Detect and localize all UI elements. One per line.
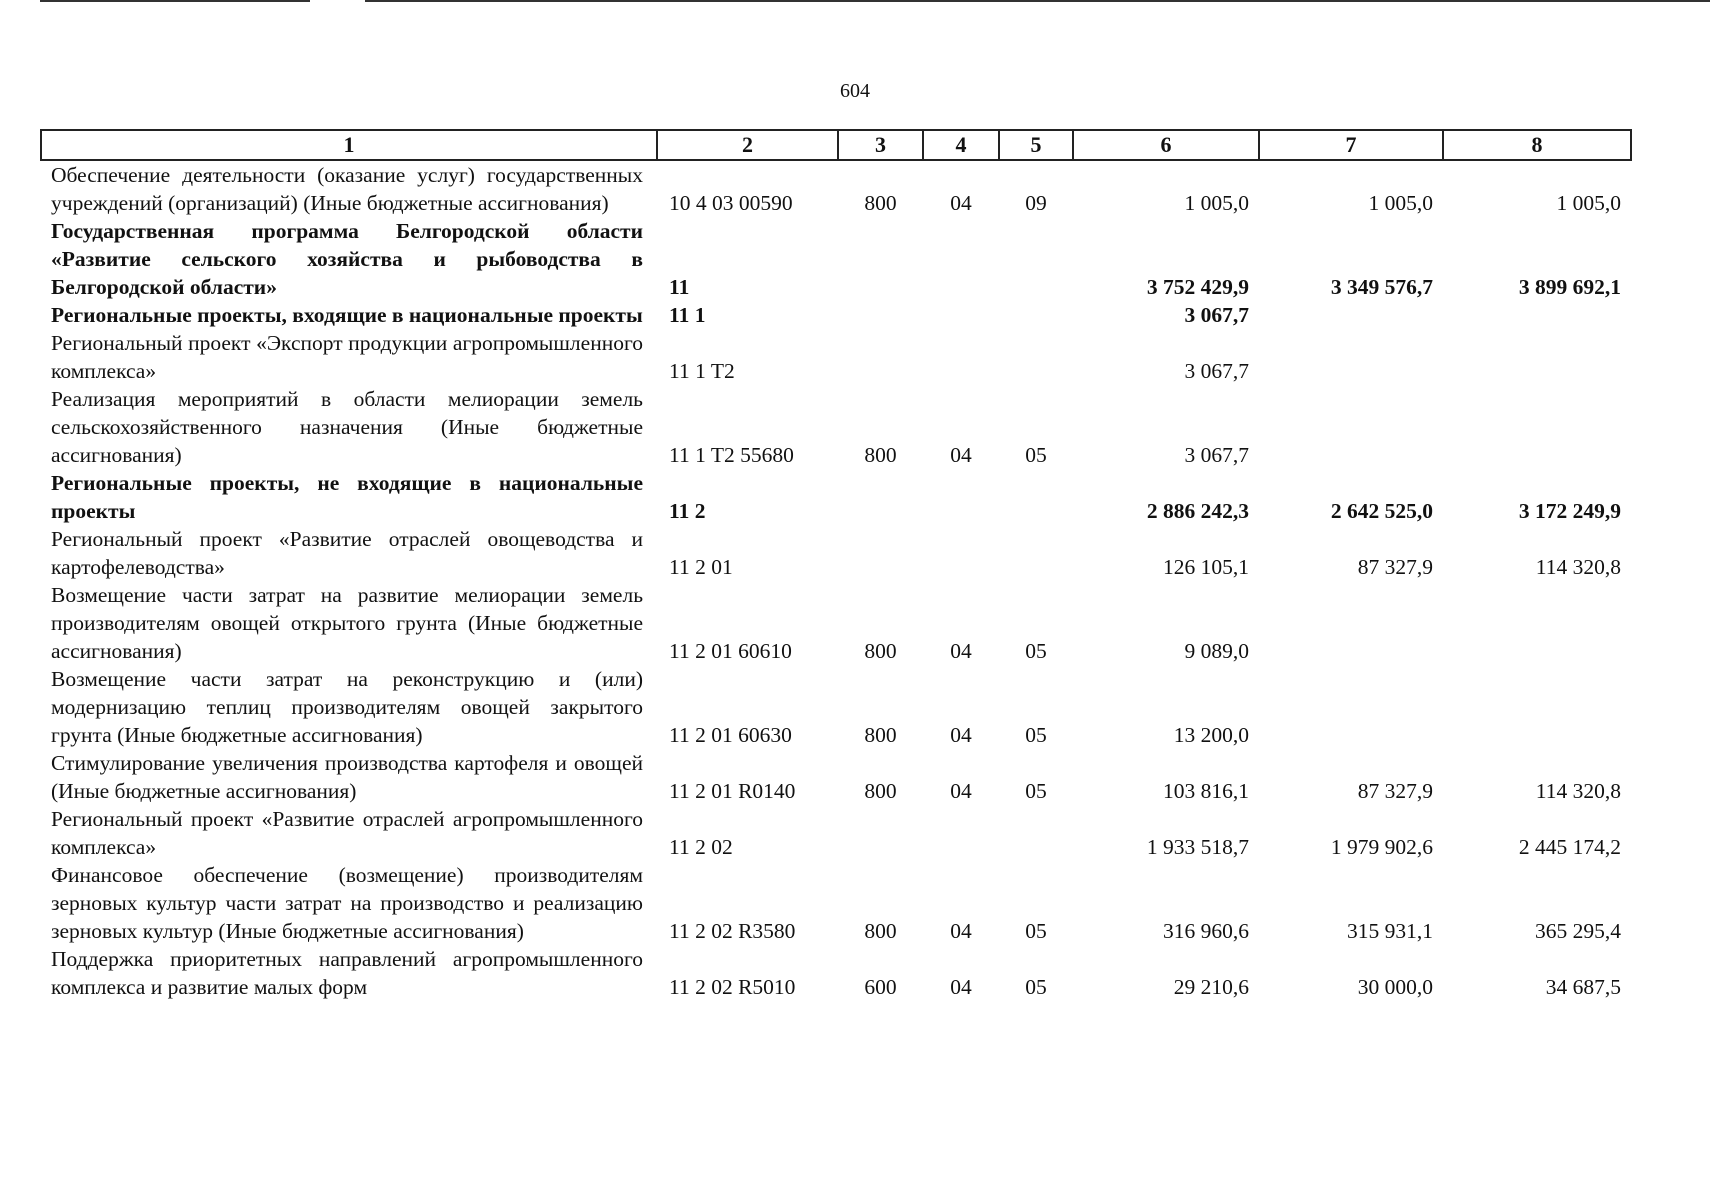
row-section: 04 — [950, 723, 972, 747]
row-amount-year-3 — [1443, 581, 1631, 665]
row-code: 11 2 01 — [669, 555, 733, 579]
row-section — [923, 301, 999, 329]
table-row — [41, 301, 1631, 329]
table-row — [41, 217, 1631, 301]
row-amount-year-1: 29 210,6 — [1173, 975, 1249, 999]
row-expense-type: 800 — [864, 723, 897, 747]
row-amount-year-1: 1 005,0 — [1184, 191, 1249, 215]
row-name: Возмещение части затрат на реконструкцию и (или) модернизацию теплиц производителям овощей закрытого грунта (Иные бюджетные ассигнования) — [51, 667, 643, 747]
row-section — [923, 329, 999, 385]
header-col-5: 5 — [999, 130, 1073, 160]
row-subsection: 05 — [1025, 639, 1047, 663]
row-expense-type: 800 — [864, 443, 897, 467]
row-amount-year-3: 3 899 692,1 — [1518, 275, 1621, 299]
row-amount-year-1: 2 886 242,3 — [1146, 499, 1249, 523]
table-row — [41, 329, 1631, 385]
row-expense-type — [838, 525, 923, 581]
table-header-row — [41, 130, 1631, 160]
row-amount-year-2 — [1259, 301, 1443, 329]
row-code: 11 2 01 R0140 — [669, 779, 796, 803]
table-row — [41, 945, 1631, 1001]
header-col-1: 1 — [41, 130, 657, 160]
row-section — [923, 469, 999, 525]
row-code: 11 2 01 60630 — [669, 723, 792, 747]
row-subsection — [999, 805, 1073, 861]
table-row — [41, 581, 1631, 665]
row-name: Реализация мероприятий в области мелиорации земель сельскохозяйственного назначения (Иные бюджетные ассигнования) — [51, 387, 643, 467]
row-subsection: 05 — [1025, 975, 1047, 999]
row-name: Стимулирование увеличения производства картофеля и овощей (Иные бюджетные ассигнования) — [51, 751, 643, 803]
row-amount-year-3 — [1443, 385, 1631, 469]
row-amount-year-2: 87 327,9 — [1357, 555, 1433, 579]
table-row — [41, 525, 1631, 581]
row-expense-type: 800 — [864, 191, 897, 215]
row-section: 04 — [950, 779, 972, 803]
row-amount-year-2: 2 642 525,0 — [1330, 499, 1433, 523]
row-name: Государственная программа Белгородской области «Развитие сельского хозяйства и рыбоводства в Белгородской области» — [51, 219, 643, 299]
row-amount-year-2 — [1259, 385, 1443, 469]
row-code: 11 2 02 — [669, 835, 733, 859]
row-subsection — [999, 217, 1073, 301]
row-section — [923, 525, 999, 581]
row-expense-type: 800 — [864, 639, 897, 663]
row-amount-year-1: 1 933 518,7 — [1146, 835, 1249, 859]
row-code: 11 2 01 60610 — [669, 639, 792, 663]
row-amount-year-3: 3 172 249,9 — [1518, 499, 1621, 523]
top-scan-rule-right — [365, 0, 1710, 2]
row-subsection: 05 — [1025, 919, 1047, 943]
row-name: Возмещение части затрат на развитие мелиорации земель производителям овощей открытого грунта (Иные бюджетные ассигнования) — [51, 583, 643, 663]
page-number: 604 — [840, 80, 870, 102]
row-expense-type — [838, 469, 923, 525]
header-col-8: 8 — [1443, 130, 1631, 160]
row-section — [923, 805, 999, 861]
row-code: 11 2 02 R3580 — [669, 919, 796, 943]
header-col-6: 6 — [1073, 130, 1259, 160]
row-code: 11 1 T2 — [669, 359, 735, 383]
row-amount-year-2 — [1259, 329, 1443, 385]
row-section — [923, 217, 999, 301]
header-col-2: 2 — [657, 130, 838, 160]
row-amount-year-2: 30 000,0 — [1357, 975, 1433, 999]
row-code: 11 2 02 R5010 — [669, 975, 796, 999]
row-amount-year-3: 114 320,8 — [1535, 779, 1621, 803]
row-amount-year-3 — [1443, 301, 1631, 329]
row-section: 04 — [950, 191, 972, 215]
row-amount-year-1: 9 089,0 — [1184, 639, 1249, 663]
table-row — [41, 749, 1631, 805]
row-amount-year-3: 365 295,4 — [1535, 919, 1621, 943]
row-amount-year-1: 103 816,1 — [1163, 779, 1249, 803]
row-expense-type: 800 — [864, 779, 897, 803]
row-amount-year-1: 126 105,1 — [1163, 555, 1249, 579]
row-name: Региональный проект «Экспорт продукции агропромышленного комплекса» — [51, 331, 643, 383]
row-section: 04 — [950, 919, 972, 943]
table-row — [41, 385, 1631, 469]
row-amount-year-2: 3 349 576,7 — [1330, 275, 1433, 299]
table-row — [41, 665, 1631, 749]
row-section: 04 — [950, 975, 972, 999]
row-subsection — [999, 301, 1073, 329]
row-expense-type — [838, 329, 923, 385]
row-code: 11 1 T2 55680 — [669, 443, 794, 467]
row-name: Обеспечение деятельности (оказание услуг) государственных учреждений (организаций) (Иные бюджетные ассигнования) — [51, 163, 643, 215]
row-amount-year-1: 3 752 429,9 — [1146, 275, 1249, 299]
top-scan-rule-left — [40, 0, 310, 2]
row-subsection: 05 — [1025, 723, 1047, 747]
row-amount-year-2 — [1259, 581, 1443, 665]
row-amount-year-1: 13 200,0 — [1173, 723, 1249, 747]
table-row — [41, 469, 1631, 525]
row-amount-year-1: 3 067,7 — [1184, 303, 1249, 327]
row-code: 11 2 — [669, 499, 706, 523]
row-amount-year-2: 87 327,9 — [1357, 779, 1433, 803]
row-name: Поддержка приоритетных направлений агропромышленного комплекса и развитие малых форм — [51, 947, 643, 999]
row-amount-year-3 — [1443, 329, 1631, 385]
row-expense-type: 600 — [864, 975, 897, 999]
row-amount-year-2: 1 979 902,6 — [1330, 835, 1433, 859]
row-expense-type — [838, 301, 923, 329]
row-subsection — [999, 525, 1073, 581]
header-col-7: 7 — [1259, 130, 1443, 160]
table-row — [41, 805, 1631, 861]
row-subsection — [999, 329, 1073, 385]
row-expense-type — [838, 217, 923, 301]
budget-table — [40, 129, 1632, 1001]
row-section: 04 — [950, 443, 972, 467]
row-subsection: 05 — [1025, 443, 1047, 467]
row-amount-year-3: 34 687,5 — [1545, 975, 1621, 999]
table-row — [41, 160, 1631, 217]
row-subsection: 05 — [1025, 779, 1047, 803]
row-amount-year-1: 316 960,6 — [1163, 919, 1249, 943]
row-name: Региональные проекты, входящие в национальные проекты — [51, 303, 643, 327]
row-amount-year-3 — [1443, 665, 1631, 749]
row-name: Региональные проекты, не входящие в национальные проекты — [51, 471, 643, 523]
row-amount-year-2: 1 005,0 — [1368, 191, 1433, 215]
row-amount-year-3: 1 005,0 — [1556, 191, 1621, 215]
row-name: Региональный проект «Развитие отраслей агропромышленного комплекса» — [51, 807, 643, 859]
row-amount-year-3: 2 445 174,2 — [1518, 835, 1621, 859]
row-amount-year-1: 3 067,7 — [1184, 359, 1249, 383]
row-amount-year-2 — [1259, 665, 1443, 749]
row-amount-year-1: 3 067,7 — [1184, 443, 1249, 467]
row-amount-year-2: 315 931,1 — [1347, 919, 1433, 943]
row-expense-type: 800 — [864, 919, 897, 943]
row-name: Региональный проект «Развитие отраслей овощеводства и картофелеводства» — [51, 527, 643, 579]
header-col-3: 3 — [838, 130, 923, 160]
header-col-4: 4 — [923, 130, 999, 160]
table-body — [41, 160, 1631, 1001]
row-section: 04 — [950, 639, 972, 663]
row-subsection — [999, 469, 1073, 525]
row-code: 11 1 — [669, 303, 706, 327]
row-subsection: 09 — [1025, 191, 1047, 215]
row-code: 10 4 03 00590 — [669, 191, 793, 215]
row-amount-year-3: 114 320,8 — [1535, 555, 1621, 579]
row-code: 11 — [669, 275, 690, 299]
table-row — [41, 861, 1631, 945]
row-expense-type — [838, 805, 923, 861]
row-name: Финансовое обеспечение (возмещение) производителям зерновых культур части затрат на производство и реализацию зерновых культур (Иные бюджетные ассигнования) — [51, 863, 643, 943]
